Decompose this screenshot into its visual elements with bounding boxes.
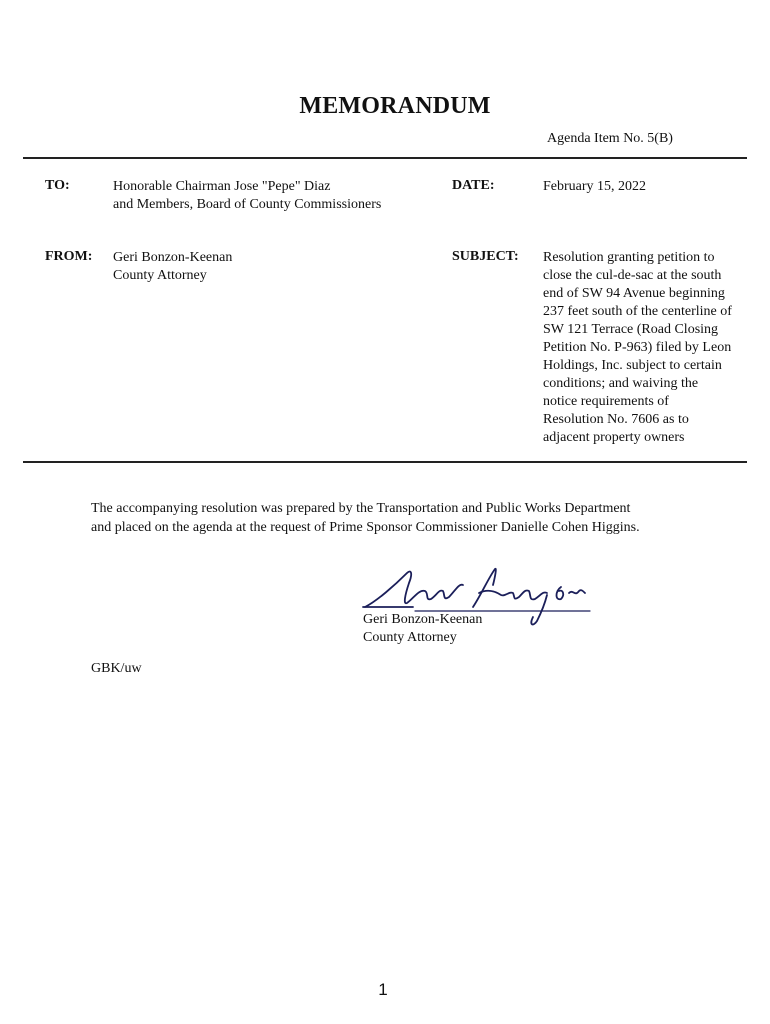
subject-line: Petition No. P-963) filed by Leon bbox=[543, 340, 732, 355]
subject-line: conditions; and waiving the bbox=[543, 376, 699, 391]
subject-line: Holdings, Inc. subject to certain bbox=[543, 358, 722, 373]
memo-body bbox=[91, 499, 640, 537]
to-line: and Members, Board of County Commissioners bbox=[113, 197, 382, 212]
subject-line: Resolution No. 7606 as to bbox=[543, 412, 689, 427]
from-label: FROM: bbox=[45, 249, 93, 264]
date-label: DATE: bbox=[452, 178, 495, 193]
page-number: 1 bbox=[378, 980, 388, 999]
to-label: TO: bbox=[45, 178, 70, 193]
subject-label: SUBJECT: bbox=[452, 249, 519, 264]
agenda-item-number: Agenda Item No. 5(B) bbox=[547, 131, 673, 146]
signatory-title: County Attorney bbox=[363, 630, 457, 645]
subject-line: close the cul-de-sac at the south bbox=[543, 268, 722, 283]
subject-line: notice requirements of bbox=[543, 394, 669, 409]
subject-line: Resolution granting petition to bbox=[543, 250, 715, 265]
from-line: Geri Bonzon-Keenan bbox=[113, 250, 233, 265]
from-line: County Attorney bbox=[113, 268, 207, 283]
subject-text bbox=[543, 249, 732, 447]
to-line: Honorable Chairman Jose "Pepe" Diaz bbox=[113, 179, 331, 194]
subject-line: SW 121 Terrace (Road Closing bbox=[543, 322, 719, 337]
signatory-block bbox=[363, 611, 482, 647]
subject-line: adjacent property owners bbox=[543, 430, 685, 445]
header-top-rule bbox=[23, 157, 747, 159]
from-sender bbox=[113, 249, 232, 285]
body-line: The accompanying resolution was prepared by the Transportation and Public Works Department bbox=[91, 501, 631, 516]
subject-line: end of SW 94 Avenue beginning bbox=[543, 286, 725, 301]
header-bottom-rule bbox=[23, 461, 747, 463]
subject-line: 237 feet south of the centerline of bbox=[543, 304, 732, 319]
to-recipients bbox=[113, 178, 381, 214]
body-line: and placed on the agenda at the request of Prime Sponsor Commissioner Danielle Cohen Higgins. bbox=[91, 520, 640, 535]
memo-title: MEMORANDUM bbox=[299, 93, 491, 119]
date-value: February 15, 2022 bbox=[543, 179, 647, 194]
signatory-name: Geri Bonzon-Keenan bbox=[363, 612, 483, 627]
typist-initials: GBK/uw bbox=[91, 661, 142, 676]
